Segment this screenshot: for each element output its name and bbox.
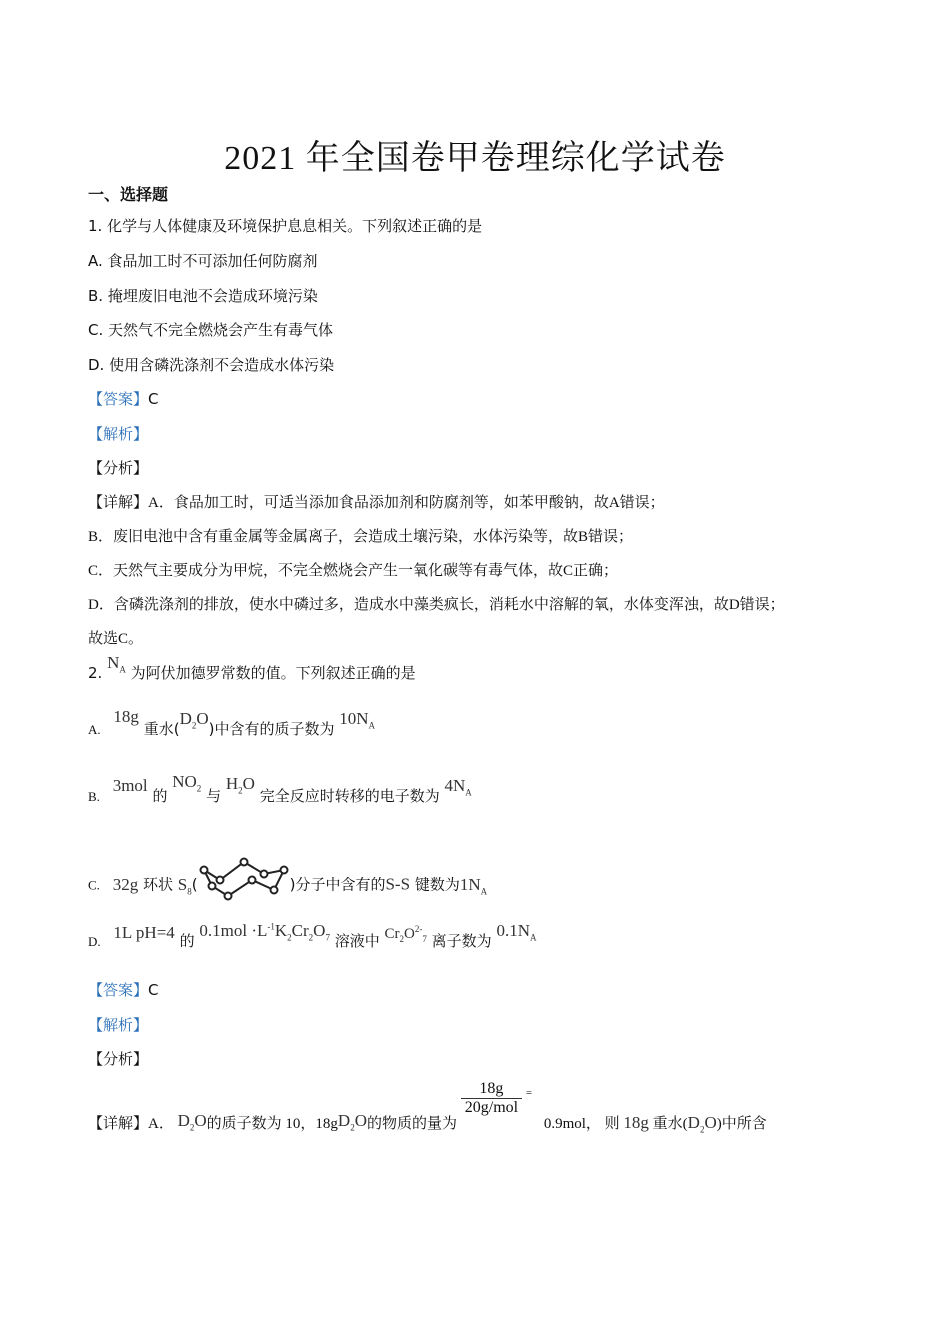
q2-answer: 【答案】C — [88, 981, 159, 999]
q2-option-a: A. 18g 重水$(D_2O)$中含有的质子数为 $10N_A$ — [88, 707, 376, 738]
section-heading: 一、选择题 — [88, 185, 169, 204]
q1-option-b: B. 掩埋废旧电池不会造成环境污染 — [88, 287, 318, 305]
fraction: $\frac{18g}{\text{20g/mol}}$ — [461, 1080, 522, 1117]
answer-value: C — [148, 390, 159, 408]
q1-jiexi-tag: 【解析】 — [88, 425, 149, 443]
s-atom — [224, 893, 231, 900]
q1-fenxi-tag: 【分析】 — [88, 459, 149, 477]
q2-stem-text: 为阿伏加德罗常数的值。下列叙述正确的是 — [130, 664, 416, 682]
q1-detail-4: D．含磷洗涤剂的排放，使水中磷过多，造成水中藻类疯长，消耗水中溶解的氧，水体变浑浊，故D错误； — [88, 597, 785, 613]
q2-detail-1: 【详解】A． $D_2O$的质子数为 10，$18gD_2O$的物质的量为 $\frac{18g}{\text{20g/mol}}$ = 0.9mol， 则 18g 重水$(D_2O)$中所含 — [88, 1080, 767, 1135]
s-atom — [240, 859, 247, 866]
q2-number: 2. — [88, 664, 103, 682]
q1-answer — [88, 388, 159, 409]
q2-option-d: D. 1L pH=4 的 $0.1mol \cdot L^{-1}K_2Cr_2O_7$ 溶液中 $Cr_2O^{2-}_7$ 离子数为 $0.1N_A$ — [88, 921, 537, 950]
q1-stem: 1. 化学与人体健康及环境保护息息相关。下列叙述正确的是 — [88, 217, 483, 235]
q1-option-a: A. 食品加工时不可添加任何防腐剂 — [88, 252, 318, 270]
s-atom — [260, 871, 267, 878]
page-title: 2021 年全国卷甲卷理综化学试卷 — [224, 140, 726, 177]
q1-detail-3: C．天然气主要成分为甲烷，不完全燃烧会产生一氧化碳等有毒气体，故C正确； — [88, 563, 619, 579]
s-atom — [270, 887, 277, 894]
q2-option-b: B. 3mol 的 $NO_2$ 与 $H_2O$ 完全反应时转移的电子数为 $4N_A$ — [88, 772, 472, 805]
q2-stem — [88, 653, 416, 684]
q1-detail-2: B．废旧电池中含有重金属等金属离子，会造成土壤污染，水体污染等，故B错误； — [88, 529, 634, 545]
q1-detail-1: 【详解】A．食品加工时，可适当添加食品添加剂和防腐剂等，如苯甲酸钠，故A错误； — [88, 495, 665, 511]
s-atom — [216, 877, 223, 884]
s8-ring-structure-image — [198, 856, 290, 902]
answer-tag: 【答案】 — [88, 390, 149, 408]
s-atom — [280, 867, 287, 874]
q1-option-d: D. 使用含磷洗涤剂不会造成水体污染 — [88, 356, 335, 374]
q2-jiexi-tag: 【解析】 — [88, 1016, 149, 1034]
q1-option-c: C. 天然气不完全燃烧会产生有毒气体 — [88, 321, 334, 339]
na-symbol: $N_A$ — [107, 653, 126, 675]
s-atom — [200, 867, 207, 874]
s-atom — [208, 883, 215, 890]
s-atom — [248, 877, 255, 884]
q1-detail-5: 故选C。 — [88, 631, 144, 647]
q2-option-c: C. 32g 环状 $S_8$( )分子中含有的S-S 键数为$1N_A$ — [88, 862, 487, 908]
q2-fenxi-tag: 【分析】 — [88, 1050, 149, 1068]
